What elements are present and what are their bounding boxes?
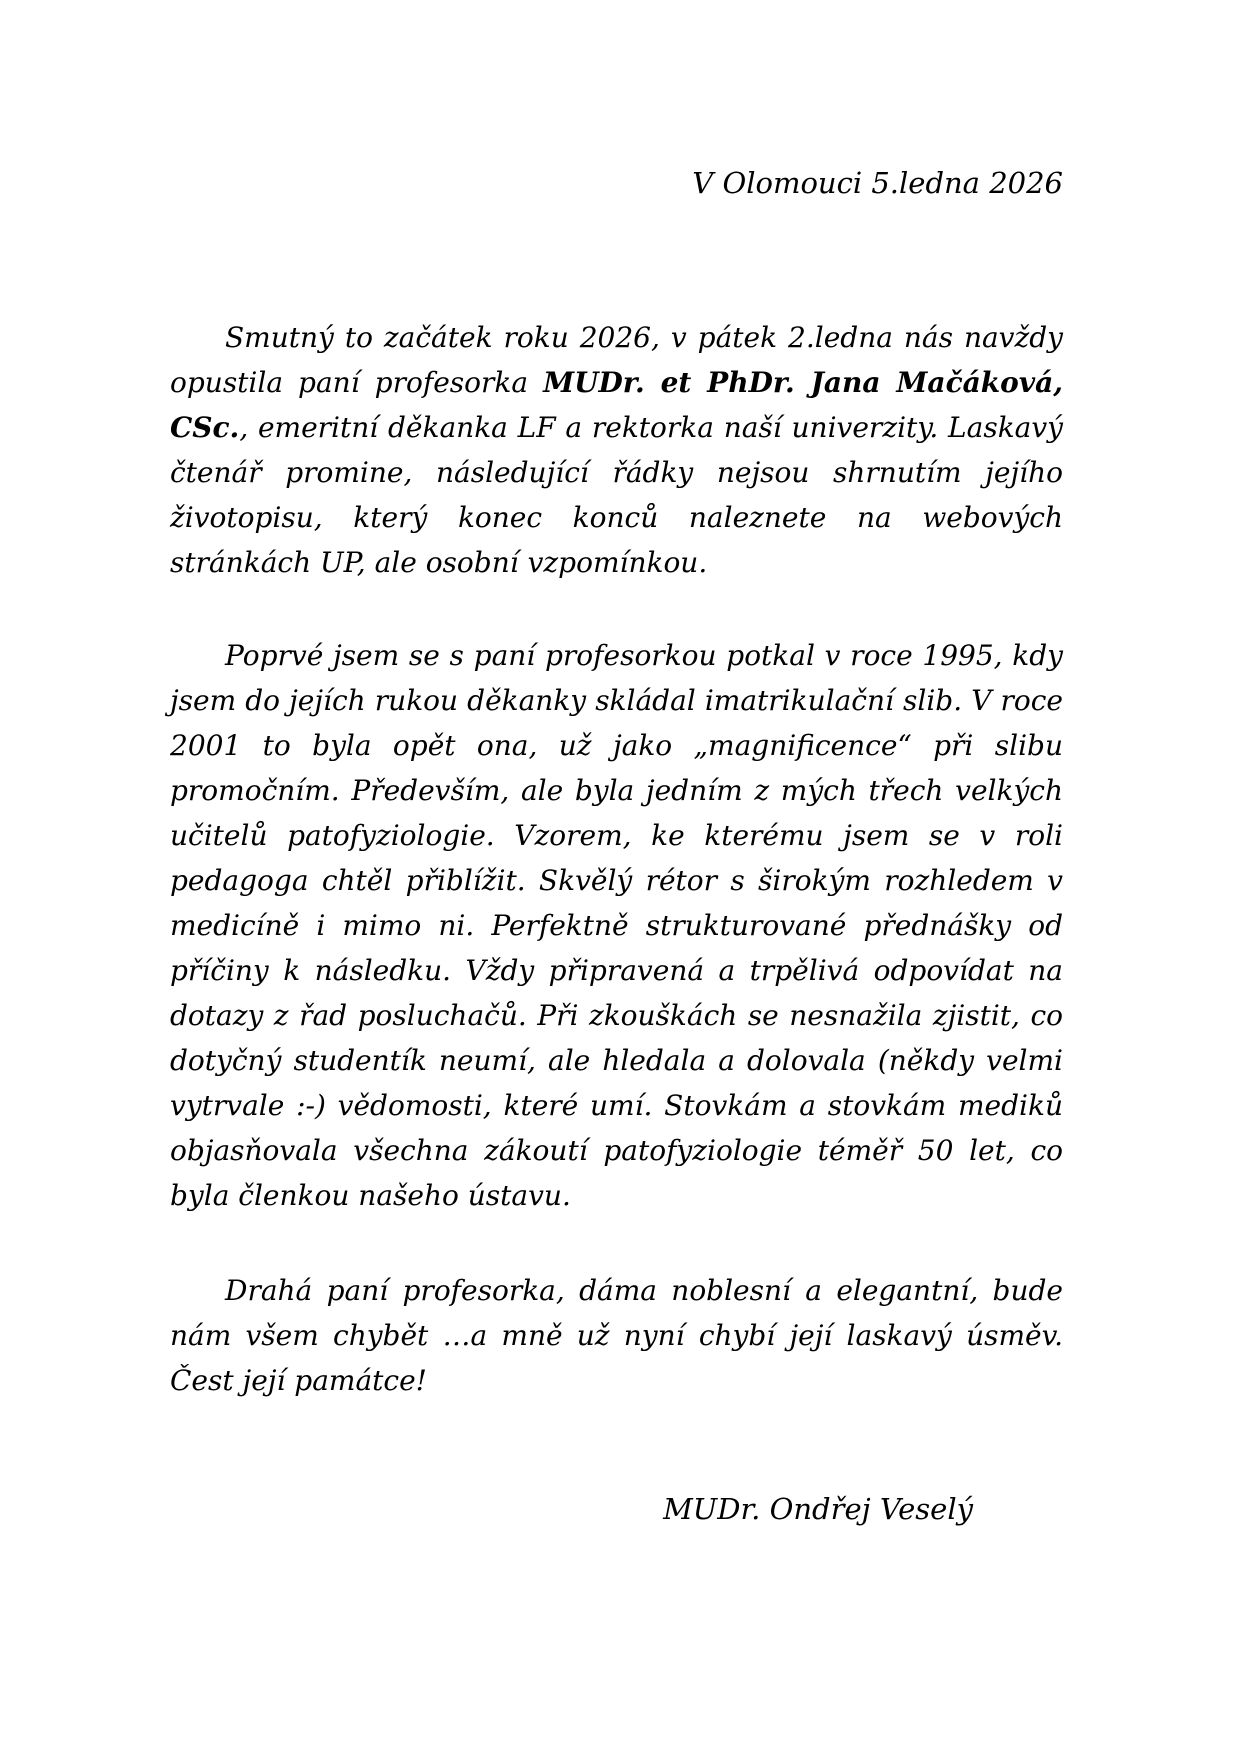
- signature: MUDr. Ondřej Veselý: [663, 1492, 973, 1526]
- paragraph-intro-text-after-name: , emeritní děkanka LF a rektorka naší univerzity. Laskavý čtenář promine, následující řádky nejsou shrnutím jejího životopisu, který konec konců naleznete na webových stránkách UP, ale osobní vzpomínkou.: [170, 411, 1063, 579]
- paragraph-personal-memories: Poprvé jsem se s paní profesorkou potkal v roce 1995, kdy jsem do jejích rukou děkanky skládal imatrikulační slib. V roce 2001 to byla opět ona, už jako „magnificence“ při slibu promočním. Především, ale byla jedním z mých třech velkých učitelů patofyziologie. Vzorem, ke kterému jsem se v roli pedagoga chtěl přiblížit. Skvělý rétor s širokým rozhledem v medicíně i mimo ni. Perfektně strukturované přednášky od příčiny k následku. Vždy připravená a trpělivá odpovídat na dotazy z řad posluchačů. Při zkouškách se nesnažila zjistit, co dotyčný studentík neumí, ale hledala a dolovala (někdy velmi vytrvale :-) vědomosti, které umí. Stovkám a stovkám mediků objasňovala všechna zákoutí patofyziologie téměř 50 let, co byla členkou našeho ústavu.: [170, 639, 1063, 1212]
- dateline: V Olomouci 5.ledna 2026: [692, 166, 1063, 200]
- paragraph-obituary-intro: [170, 315, 1063, 585]
- deceased-name-bold: MUDr. et PhDr. Jana Mačáková, CSc.: [170, 366, 1063, 444]
- paragraph-farewell: Drahá paní profesorka, dáma noblesní a elegantní, bude nám všem chybět …a mně už nyní chybí její laskavý úsměv. Čest její památce!: [170, 1274, 1063, 1397]
- paragraph-intro-text-before-name: Smutný to začátek roku 2026, v pátek 2.ledna nás navždy opustila paní profesorka: [170, 321, 1063, 399]
